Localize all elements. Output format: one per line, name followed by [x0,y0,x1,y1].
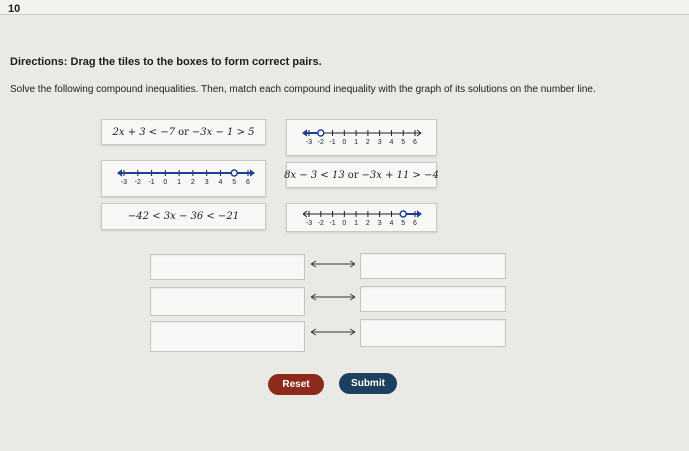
inequality-2-left: 8x − 3 < 13 [284,169,345,181]
tick-label: 6 [413,220,417,227]
tick-label: -1 [148,179,155,186]
tick-label: 5 [401,139,406,146]
tick-label: 2 [365,220,370,227]
reset-button[interactable]: Reset [268,374,324,395]
tick-label: -1 [329,139,336,146]
tile-inequality-2[interactable] [286,162,437,188]
inequality-1-connector: or [178,126,189,138]
tick-label: -3 [305,139,313,146]
number-line-graph-1 [289,121,434,154]
drop-box-right-3[interactable] [360,319,506,347]
tick-label: 6 [413,139,417,146]
tick-label: 3 [377,139,382,146]
tile-graph-1[interactable] [286,119,437,156]
tick-label: 3 [377,220,382,227]
tile-inequality-3[interactable] [101,203,266,230]
tile-graph-2[interactable] [101,160,266,197]
tick-label: -3 [120,179,128,186]
open-circle [231,170,237,176]
tick-label: 1 [354,139,359,146]
tick-label: 4 [218,179,223,186]
tick-label: 2 [365,139,370,146]
tick-label: 6 [246,179,250,186]
tick-label: -2 [317,220,324,227]
tick-label: 1 [354,220,359,227]
tick-label: -1 [329,220,336,227]
tile-inequality-1[interactable] [101,119,266,145]
tick-label: 2 [190,179,195,186]
tick-label: 1 [177,179,182,186]
drop-box-left-2[interactable] [150,287,305,316]
open-circle [318,130,324,136]
pair-arrow-1-icon [308,259,358,269]
tick-label: -2 [317,139,324,146]
solution-arrow-right [250,170,255,177]
tick-label: 4 [389,220,394,227]
number-line-graph-3 [289,205,434,230]
submit-button[interactable]: Submit [339,373,397,394]
inequality-1-right: −3x − 1 > 5 [191,126,255,138]
solution-arrow-right [417,211,422,218]
open-circle [400,211,406,217]
tick-label: 0 [342,220,347,227]
drop-box-left-3[interactable] [150,321,305,352]
question-number: 10 [8,3,21,15]
tick-label: -2 [134,179,141,186]
inequality-3: −42 < 3x − 36 < −21 [127,211,240,222]
tick-label: 0 [163,179,168,186]
tile-graph-3[interactable] [286,203,437,232]
instructions-text: Solve the following compound inequalities. Then, match each compound inequality with the graph of its solutions on the number line. [10,84,596,95]
tick-label: 0 [342,139,347,146]
inequality-2-connector: or [347,169,359,181]
tick-label: 5 [232,179,237,186]
inequality-2 [284,170,439,181]
inequality-1-left: 2x + 3 < −7 [112,126,176,138]
drop-box-right-2[interactable] [360,286,506,312]
directions-text: Directions: Drag the tiles to the boxes to form correct pairs. [10,56,322,68]
tick-label: 4 [389,139,394,146]
inequality-2-right: −3x + 11 > −4 [361,169,439,181]
top-bar [0,0,689,15]
number-line-graph-2 [104,162,263,195]
tick-label: 5 [401,220,406,227]
solution-arrow-left [302,130,307,137]
inequality-1 [113,127,255,138]
drop-box-left-1[interactable] [150,254,305,280]
drop-box-right-1[interactable] [360,253,506,279]
tick-label: 3 [204,179,209,186]
tick-label: -3 [305,220,313,227]
solution-arrow-left [117,170,122,177]
pair-arrow-3-icon [308,327,358,337]
pair-arrow-2-icon [308,292,358,302]
